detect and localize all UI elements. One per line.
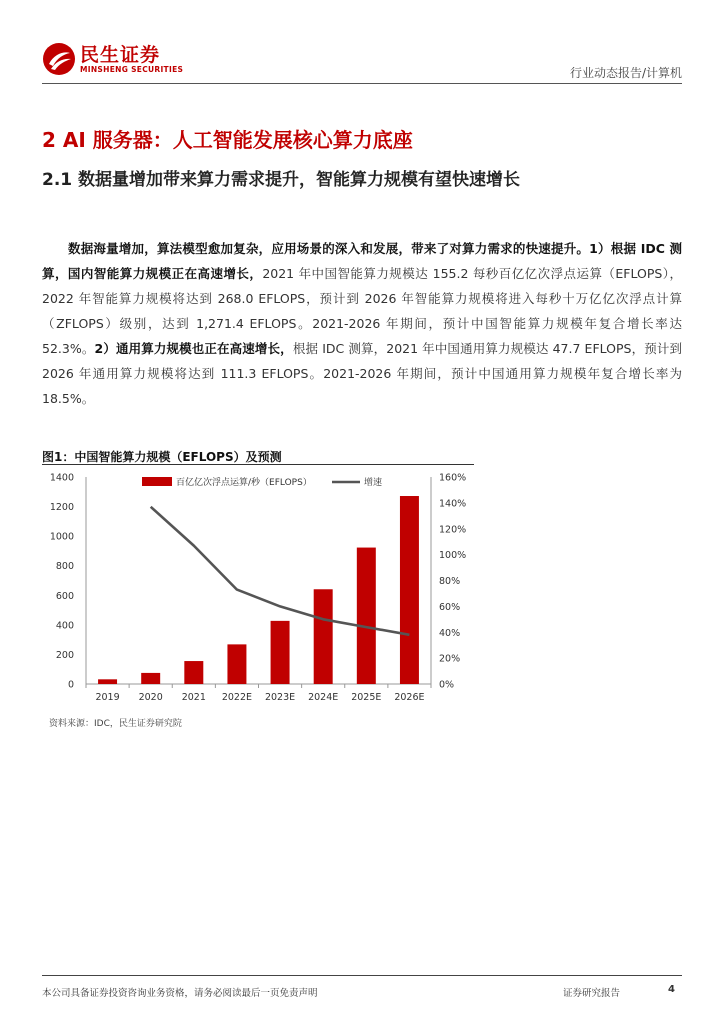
y-left-tick-label: 0 [67,679,74,691]
y-right-tick-label: 60% [439,601,461,613]
x-tick-label: 2025E [351,692,382,703]
page-number: 4 [668,984,675,995]
report-type: 行业动态报告/计算机 [569,66,682,80]
y-left-tick-label: 200 [55,649,74,661]
y-right-tick-label: 140% [439,498,467,510]
x-tick-label: 2022E [221,692,253,703]
body-text-2: 根据 IDC 测算，2021 年中国通用算力规模达 47.7 EFLOPS，预计到 2026 年通用算力规模将达到 111.3 EFLOPS。2021-2026 年期间，预计中国通用算力规模年复合增长率为 18.5%。 [42,341,682,406]
x-tick-label: 2026E [394,692,425,703]
subsection-heading: 2.1 数据量增加带来算力需求提升，智能算力规模有望快速增长 [42,170,521,190]
bar [227,644,246,684]
footer-disclaimer: 本公司具备证券投资咨询业务资格，请务必阅读最后一页免责声明 [42,988,318,999]
y-left-tick-label: 1400 [49,472,74,484]
footer-label: 证券研究报告 [563,988,621,999]
body-bold-1: 数据海量增加，算法模型愈加复杂，应用场景的深入和发展，带来了对算力需求的快速提升。1）根据 IDC 测算，国内智能算力规模正在高速增长， [42,241,682,281]
y-right-tick-label: 160% [439,472,467,484]
compute-scale-chart [42,467,474,710]
y-right-tick-label: 20% [439,653,461,665]
x-tick-label: 2019 [95,692,120,703]
brand-logo-icon [42,42,76,76]
chart-legend [142,476,382,488]
figure-title: 图1：中国智能算力规模（EFLOPS）及预测 [42,450,282,464]
bar [184,661,203,684]
x-tick-label: 2021 [181,692,206,703]
figure-title-rule [42,464,474,465]
body-text-1: 2021 年中国智能算力规模达 155.2 每秒百亿亿次浮点运算（EFLOPS），2022 年智能算力规模将达到 268.0 EFLOPS，预计到 2026 年智能算力规模将进入每秒十万亿亿次浮点计算（ZFLOPS）级别，达到 1,271.4 EFLOPS。2021-2026 年期间，预计中国智能算力规模年复合增长率达 52.3%。 [42,266,682,356]
x-tick-label: 2024E [308,692,339,703]
x-tick-label: 2023E [264,692,296,703]
legend-line-label: 增速 [364,478,383,488]
y-left-tick-label: 1200 [49,502,74,514]
y-right-tick-label: 0% [439,679,455,691]
footer-divider [42,975,682,976]
y-left-tick-label: 1000 [49,531,74,543]
y-left-tick-label: 800 [55,561,74,573]
y-right-tick-label: 40% [439,627,461,639]
chart-bars [98,496,419,684]
bar [400,496,419,684]
bar [314,589,333,684]
header-divider [42,83,682,84]
brand-name-en: MINSHENG SECURITIES [80,65,184,74]
bar [271,621,290,684]
figure-source: 资料来源：IDC，民生证券研究院 [49,719,182,729]
bar [98,679,117,684]
y-right-tick-label: 100% [439,550,467,562]
x-tick-label: 2020 [138,692,163,703]
bar [141,673,160,684]
section-heading: 2 AI 服务器：人工智能发展核心算力底座 [42,128,413,152]
y-left-tick-label: 400 [55,620,74,632]
body-paragraph [42,236,682,411]
body-bold-2: 2）通用算力规模也正在高速增长， [94,341,293,356]
brand-name: 民生证券 [80,44,161,66]
legend-bar-swatch [142,477,172,486]
legend-bar-label: 百亿亿次浮点运算/秒（EFLOPS） [176,478,312,488]
y-right-tick-label: 120% [439,524,467,536]
y-right-tick-label: 80% [439,576,461,587]
y-left-tick-label: 600 [55,590,74,602]
bar [357,548,376,684]
